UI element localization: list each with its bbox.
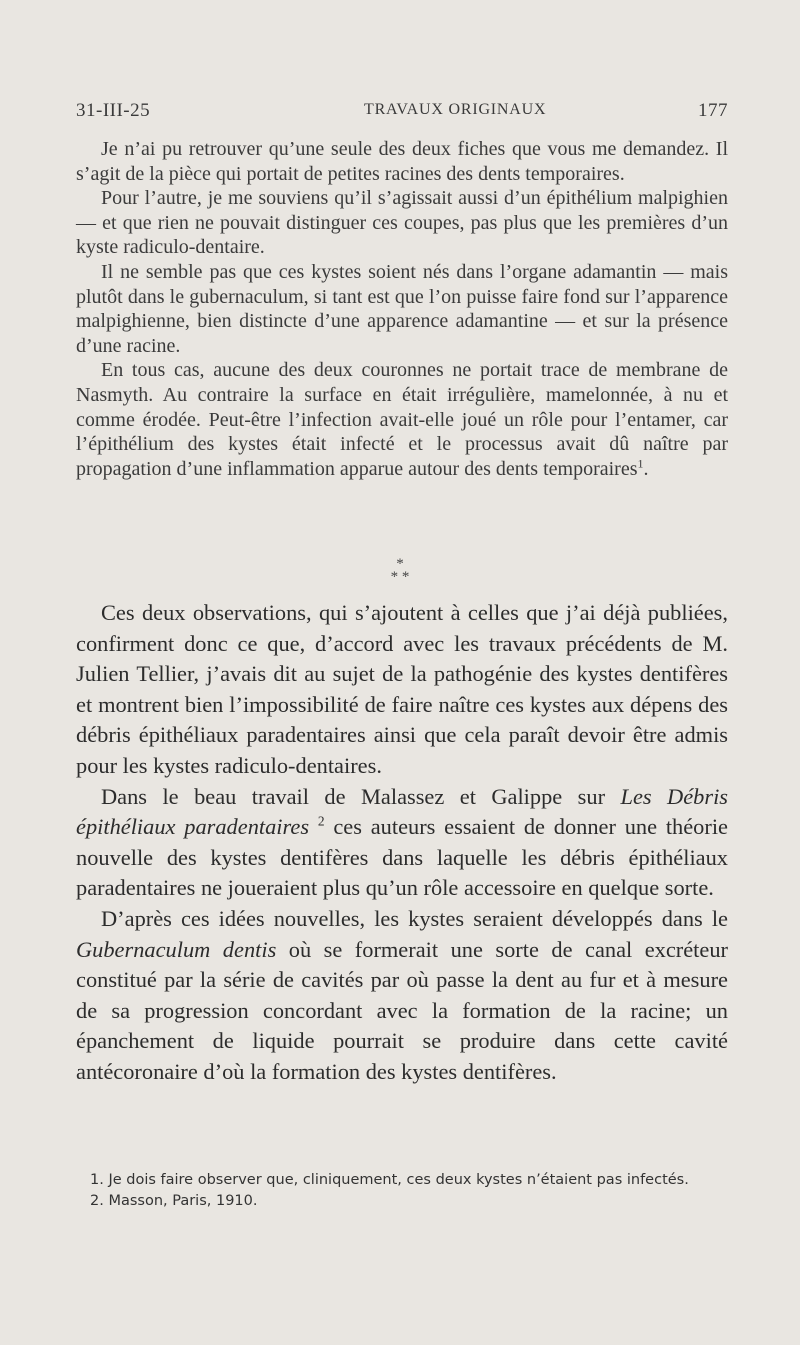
footnote-2: 2. Masson, Paris, 1910.: [90, 1193, 258, 1209]
main-paragraph-1: Ces deux observations, qui s’ajoutent à celles que j’ai déjà publiées, confirment donc ce que, d’accord avec les travaux précédents de M. Julien Tellier, j’avais dit au sujet de la pathogénie des kystes dentifères et montrent bien l’impossibilité de faire naître ces kystes aux dépens des débris épithéliaux paradentaires ainsi que cela paraît devoir être admis pour les kystes radiculo-dentaires.: [76, 600, 728, 778]
section-separator: [0, 558, 800, 584]
main-paragraph-2: [76, 782, 728, 904]
main-paragraph-2-start: Dans le beau travail de Malassez et Galippe sur: [101, 783, 621, 809]
separator-star-top: *: [396, 556, 404, 572]
header-section-title: TRAVAUX ORIGINAUX: [364, 101, 547, 118]
main-paragraph-3: [76, 904, 728, 1088]
main-text: [76, 598, 728, 1088]
latin-term: Gubernaculum dentis: [76, 936, 277, 962]
page-number: 177: [698, 100, 728, 121]
letter-quotation: [76, 137, 728, 481]
main-paragraph-2-end: ces auteurs essaient de donner une théorie nouvelle des kystes dentifères dans laquelle les débris épithéliaux paradentaires ne joueraient plus qu’un rôle accessoire en quelque sorte.: [76, 814, 728, 901]
cited-work-title: Les Débris épithéliaux paradentaires: [76, 783, 729, 840]
separator-stars-bottom: * *: [390, 569, 410, 585]
quote-paragraph-1: Je n’ai pu retrouver qu’une seule des deux fiches que vous me demandez. Il s’agit de la pièce qui portait de petites racines des dents temporaires.: [76, 138, 728, 185]
quote-paragraph-2: Pour l’autre, je me souviens qu’il s’agissait aussi d’un épithélium malpighien — et que rien ne pouvait distinguer ces coupes, pas plus que les premières d’un kyste radiculo-dentaire.: [76, 187, 728, 259]
quote-paragraph-4: En tous cas, aucune des deux couronnes ne portait trace de membrane de Nasmyth. Au contraire la surface en était irrégulière, mamelonnée, à nu et comme érodée. Peut-être l’infection avait-elle joué un rôle pour l’entamer, car l’épithélium des kystes était infecté et le processus avait dû naître par propagation d’une inflammation apparue autour des dents temporaires$^1$.: [76, 359, 728, 480]
quote-paragraph-3: Il ne semble pas que ces kystes soient nés dans l’organe adamantin — mais plutôt dans le gubernaculum, si tant est que l’on puisse faire fond sur l’apparence malpighienne, bien distincte d’une apparence adamantine — et sur la présence d’une racine.: [76, 260, 728, 357]
footnote-1: 1. Je dois faire observer que, cliniquement, ces deux kystes n’étaient pas infectés.: [90, 1172, 689, 1188]
footnote-ref-1: 1: [637, 456, 644, 471]
main-paragraph-3-start: D’après ces idées nouvelles, les kystes seraient développés dans le: [101, 905, 728, 931]
running-header: [76, 100, 728, 130]
main-paragraph-3-end: où se formerait une sorte de canal excréteur constitué par la série de cavités par où passe la dent au fur et à mesure de sa progression concordant avec la formation de la racine; un épanchement de liquide pourrait se produire dans cette cavité antécoronaire d’où la formation des kystes dentifères.: [76, 936, 728, 1084]
footnotes: [76, 1170, 728, 1212]
footnote-ref-2: 2: [317, 813, 325, 829]
quote-paragraph-4-text: En tous cas, aucune des deux couronnes ne portait trace de membrane de Nasmyth. Au contraire la surface en était irrégulière, mamelonnée, à nu et comme érodée. Peut-être l’infection avait-elle joué un rôle pour l’entamer, car l’épithélium des kystes était infecté et le processus avait dû naître par propagation d’une inflammation apparue autour des dents temporaires: [76, 359, 728, 480]
header-date: 31-III-25: [76, 100, 151, 121]
